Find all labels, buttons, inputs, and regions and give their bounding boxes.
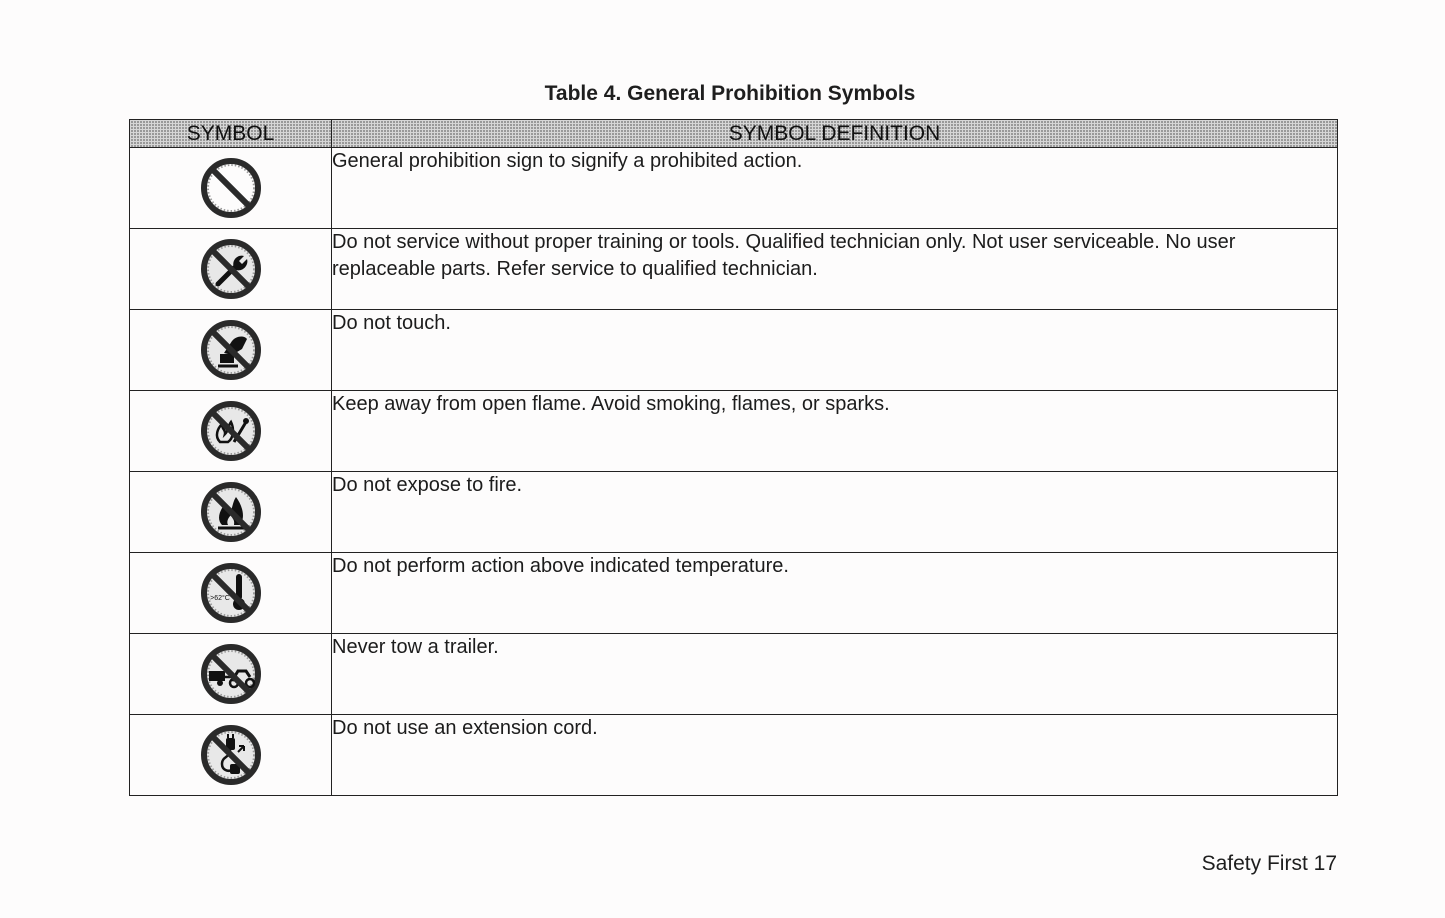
header-symbol-definition: SYMBOL DEFINITION — [332, 120, 1338, 148]
symbol-definition: Do not expose to fire. — [332, 472, 1338, 553]
table-row — [130, 391, 1338, 472]
symbol-cell — [130, 472, 332, 553]
prohibition-symbols-table — [129, 119, 1338, 796]
table-row — [130, 715, 1338, 796]
temperature-label: >62°C — [209, 595, 230, 602]
table-row — [130, 148, 1338, 229]
table-row — [130, 310, 1338, 391]
table-row — [130, 229, 1338, 310]
table-row — [130, 472, 1338, 553]
symbol-definition: Do not service without proper training or tools. Qualified technician only. Not user serviceable. No user replaceable parts. Refer service to qualified technician. — [332, 229, 1338, 310]
symbol-cell — [130, 634, 332, 715]
symbol-cell — [130, 553, 332, 634]
table-header-row — [130, 120, 1338, 148]
general-prohibition-icon — [198, 155, 264, 221]
do-not-touch-icon — [198, 317, 264, 383]
symbol-cell — [130, 391, 332, 472]
page-footer: Safety First 17 — [1201, 852, 1337, 875]
no-open-flame-icon — [198, 398, 264, 464]
symbol-cell — [130, 715, 332, 796]
table-row — [130, 634, 1338, 715]
symbol-cell — [130, 148, 332, 229]
symbol-cell — [130, 229, 332, 310]
symbol-definition: Keep away from open flame. Avoid smoking, flames, or sparks. — [332, 391, 1338, 472]
symbol-cell — [130, 310, 332, 391]
no-high-temperature-icon — [198, 560, 264, 626]
symbol-definition: Do not touch. — [332, 310, 1338, 391]
symbol-definition: General prohibition sign to signify a prohibited action. — [332, 148, 1338, 229]
no-fire-icon — [198, 479, 264, 545]
symbol-definition: Do not perform action above indicated temperature. — [332, 553, 1338, 634]
symbol-definition: Never tow a trailer. — [332, 634, 1338, 715]
no-trailer-tow-icon — [198, 641, 264, 707]
table-row — [130, 553, 1338, 634]
symbol-definition: Do not use an extension cord. — [332, 715, 1338, 796]
table-title: Table 4. General Prohibition Symbols — [544, 82, 916, 105]
header-symbol: SYMBOL — [130, 120, 332, 148]
no-service-wrench-icon — [198, 236, 264, 302]
no-extension-cord-icon — [198, 722, 264, 788]
